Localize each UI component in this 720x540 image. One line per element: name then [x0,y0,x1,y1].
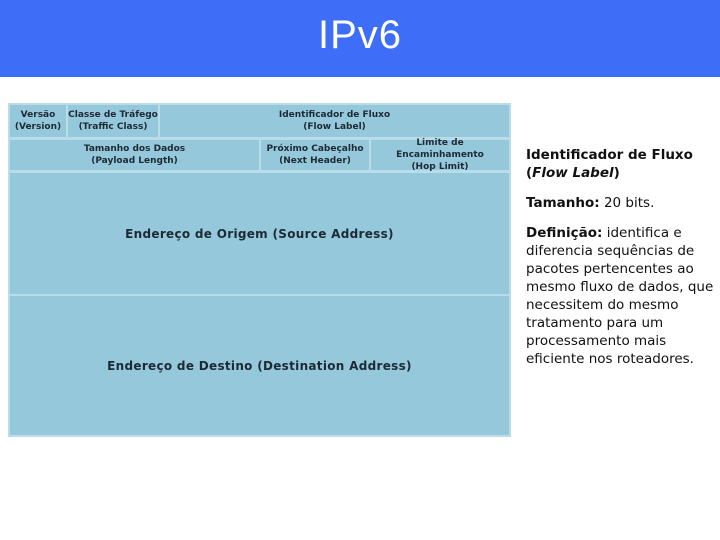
ipv6-header-diagram [8,103,511,437]
field-source-address [10,173,509,294]
field-next-header-english: (Next Header) [279,156,351,166]
field-next-header-name: Próximo Cabeçalho [266,144,364,154]
field-traffic-class [68,105,158,137]
field-flow-label [160,105,509,137]
definition-label: Definição: [526,225,603,241]
field-payload-length-name: Tamanho dos Dados [83,144,186,154]
field-traffic-class-english: (Traffic Class) [78,122,148,132]
field-version-name: Versão [20,110,56,120]
field-description-panel [526,146,716,380]
field-payload-length [10,140,259,170]
field-hop-limit-english: (Hop Limit) [411,162,469,172]
field-flow-label-english: (Flow Label) [303,122,366,132]
description-heading-en-line [526,164,716,182]
field-version-english: (Version) [14,122,62,132]
heading-close-paren: ) [613,165,620,181]
heading-open-paren: ( [526,165,533,181]
description-heading-en: Flow Label [532,165,614,181]
field-hop-limit-name: Limite de Encaminhamento [396,138,484,160]
description-heading-pt: Identificador de Fluxo [526,147,693,163]
field-flow-label-name: Identificador de Fluxo [278,110,391,120]
size-value: 20 bits. [599,195,655,211]
description-size [526,194,716,212]
field-destination-address [10,296,509,435]
field-source-address-label: Endereço de Origem (Source Address) [125,226,394,241]
slide-title: IPv6 [317,13,403,57]
field-version [10,105,66,137]
field-payload-length-english: (Payload Length) [91,156,178,166]
field-next-header [261,140,369,170]
definition-text: identifica e diferencia sequências de pacotes pertencentes ao mesmo fluxo de dados, que necessitem do mesmo tratamento para um processamento mais eficiente nos roteadores. [526,225,714,367]
size-label: Tamanho: [526,195,600,211]
field-traffic-class-name: Classe de Tráfego [68,110,158,120]
field-destination-address-label: Endereço de Destino (Destination Address) [107,358,412,373]
description-definition [526,224,716,368]
title-bar [0,0,720,77]
field-hop-limit [371,140,509,170]
description-heading [526,146,716,182]
